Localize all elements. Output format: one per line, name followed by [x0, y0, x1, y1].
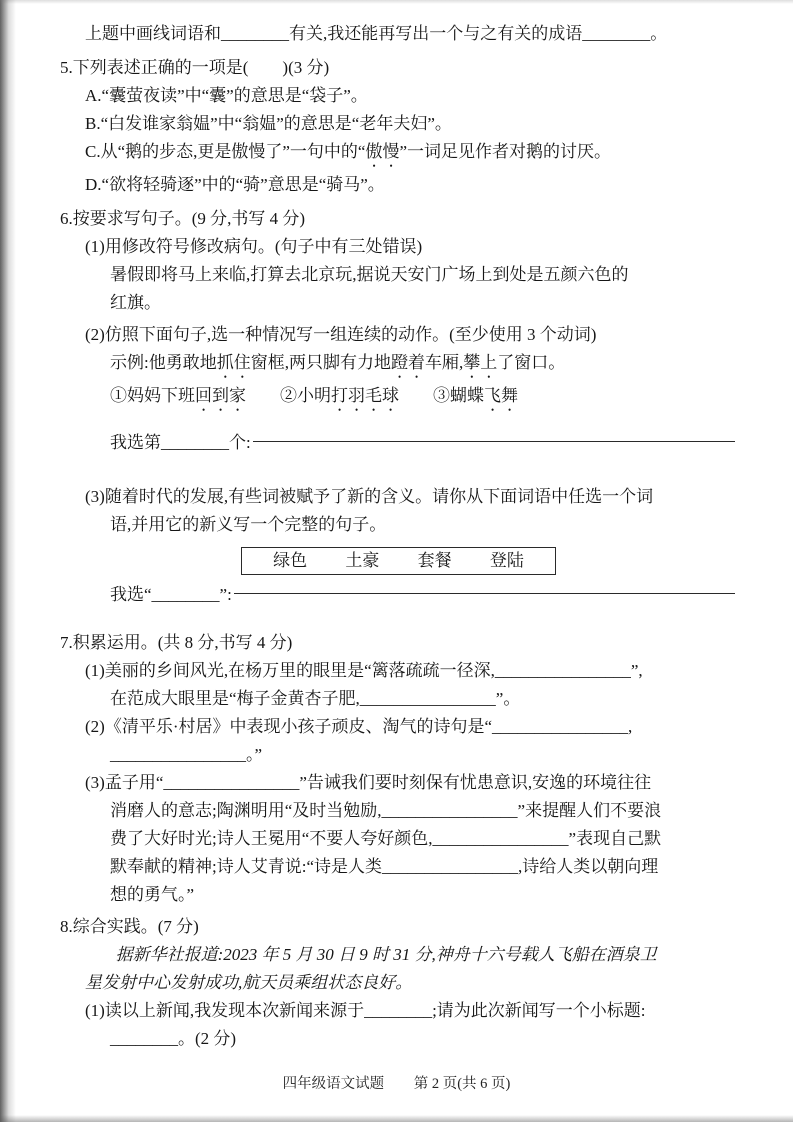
q6-part3-answer-line: [110, 581, 737, 609]
q8-news-line1: 据新华社报道:2023 年 5 月 30 日 9 时 31 分,神舟十六号载人飞船在酒泉卫: [115, 945, 657, 964]
q7-part2-line2: ________________。”: [110, 745, 263, 764]
q7-part3-line4: 默奉献的精神;诗人艾青说:“诗是人类________________,诗给人类以朝向理: [110, 857, 659, 876]
q6-part1-head: (1)用修改符号修改病句。(句子中有三处错误): [85, 237, 423, 256]
q5-title: 5.下列表述正确的一项是( )(3 分): [60, 58, 330, 77]
page-footer: [0, 1070, 793, 1098]
emphasized-text: 飞舞: [484, 386, 518, 405]
q6-part2-example: [110, 349, 737, 382]
q6-part2-answer-line: [110, 429, 737, 457]
emphasized-text: 打羽毛球: [331, 386, 399, 405]
word-choice-tuhao: 土豪: [345, 551, 380, 570]
q7-part1-line2: 在范成大眼里是“梅子金黄杏子肥,________________”。: [110, 689, 521, 708]
q7-part3-line5: 想的勇气。”: [110, 885, 195, 904]
q5-option-c: [85, 138, 737, 171]
q7-part2-line1: (2)《清平乐·村居》中表现小孩子顽皮、淘气的诗句是“________________,: [85, 717, 633, 736]
q8-news-line2: 星发射中心发射成功,航天员乘组状态良好。: [85, 973, 413, 992]
text-segment: 车厢,: [424, 353, 464, 372]
q5-option-b: B.“白发谁家翁媪”中“翁媪”的意思是“老年夫妇”。: [85, 114, 452, 133]
q6-part1-body-line1: 暑假即将马上来临,打算去北京玩,据说天安门广场上到处是五颜六色的: [110, 265, 629, 284]
q6-part2-choices: [110, 382, 737, 415]
q7-part1-line1: (1)美丽的乡间风光,在杨万里的眼里是“篱落疏疏一径深,________________”,: [85, 661, 643, 680]
q7-part3-line2: 消磨人的意志;陶渊明用“及时当勉励,________________”来提醒人们不要浪: [110, 801, 662, 820]
text-segment: ”一词足见作者对鹅的讨厌。: [399, 142, 612, 161]
emphasized-text: 傲慢: [365, 142, 400, 161]
q6-part3-head-line2: 语,并用它的新义写一个完整的句子。: [110, 515, 387, 534]
text-segment: C.从“鹅的步态,更是傲慢了”一句中的“: [85, 142, 366, 161]
text-segment: 了窗口。: [497, 353, 566, 372]
q8-part1-line2: ________。(2 分): [110, 1029, 237, 1048]
text-segment: ①妈妈下班: [110, 386, 195, 405]
q6-part3-answer-prefix: 我选“________”:: [110, 585, 232, 604]
q6-part1-body-line2: 红旗。: [110, 293, 161, 312]
q5-option-a: A.“囊萤夜读”中“囊”的意思是“袋子”。: [85, 86, 368, 105]
q6-part3-head-line1: (3)随着时代的发展,有些词被赋予了新的含义。请你从下面词语中任选一个词: [85, 487, 654, 506]
emphasized-text: 回到家: [195, 386, 246, 405]
footer-doc-title: 四年级语文试题: [282, 1076, 385, 1092]
word-choices-box: [241, 547, 556, 575]
word-choice-green: 绿色: [273, 551, 308, 570]
text-segment: ②小明: [246, 386, 331, 405]
q7-part3-line3: 费了大好时光;诗人王冕用“不要人夸好颜色,________________”表现自己默: [110, 829, 662, 848]
text-segment: ③蝴蝶: [399, 386, 484, 405]
emphasized-text: 抓住: [216, 353, 251, 372]
text-segment: 窗框,两只脚有力地: [250, 353, 391, 372]
q7-part3-line1: (3)孟子用“________________”告诫我们要时刻保有忧患意识,安逸的环境往往: [85, 773, 652, 792]
intro-continuation-line: 上题中画线词语和________有关,我还能再写出一个与之有关的成语________。: [85, 24, 668, 43]
q8-title: 8.综合实践。(7 分): [60, 917, 199, 936]
q7-title: 7.积累运用。(共 8 分,书写 4 分): [60, 633, 293, 652]
emphasized-text: 攀上: [463, 353, 498, 372]
text-segment: 示例:他勇敢地: [110, 353, 217, 372]
q6-title: 6.按要求写句子。(9 分,书写 4 分): [60, 209, 306, 228]
word-choice-denglu: 登陆: [489, 551, 524, 570]
footer-page-number: 第 2 页(共 6 页): [413, 1076, 511, 1092]
q8-part1-line1: (1)读以上新闻,我发现本次新闻来源于________;请为此次新闻写一个小标题:: [85, 1001, 646, 1020]
q6-part2-answer-prefix: 我选第________个:: [110, 433, 251, 452]
emphasized-text: 蹬着: [390, 353, 425, 372]
q5-option-d: D.“欲将轻骑逐”中的“骑”意思是“骑马”。: [85, 175, 385, 194]
word-choice-taocan: 套餐: [417, 551, 452, 570]
q6-part2-head: (2)仿照下面句子,选一种情况写一组连续的动作。(至少使用 3 个动词): [85, 325, 597, 344]
